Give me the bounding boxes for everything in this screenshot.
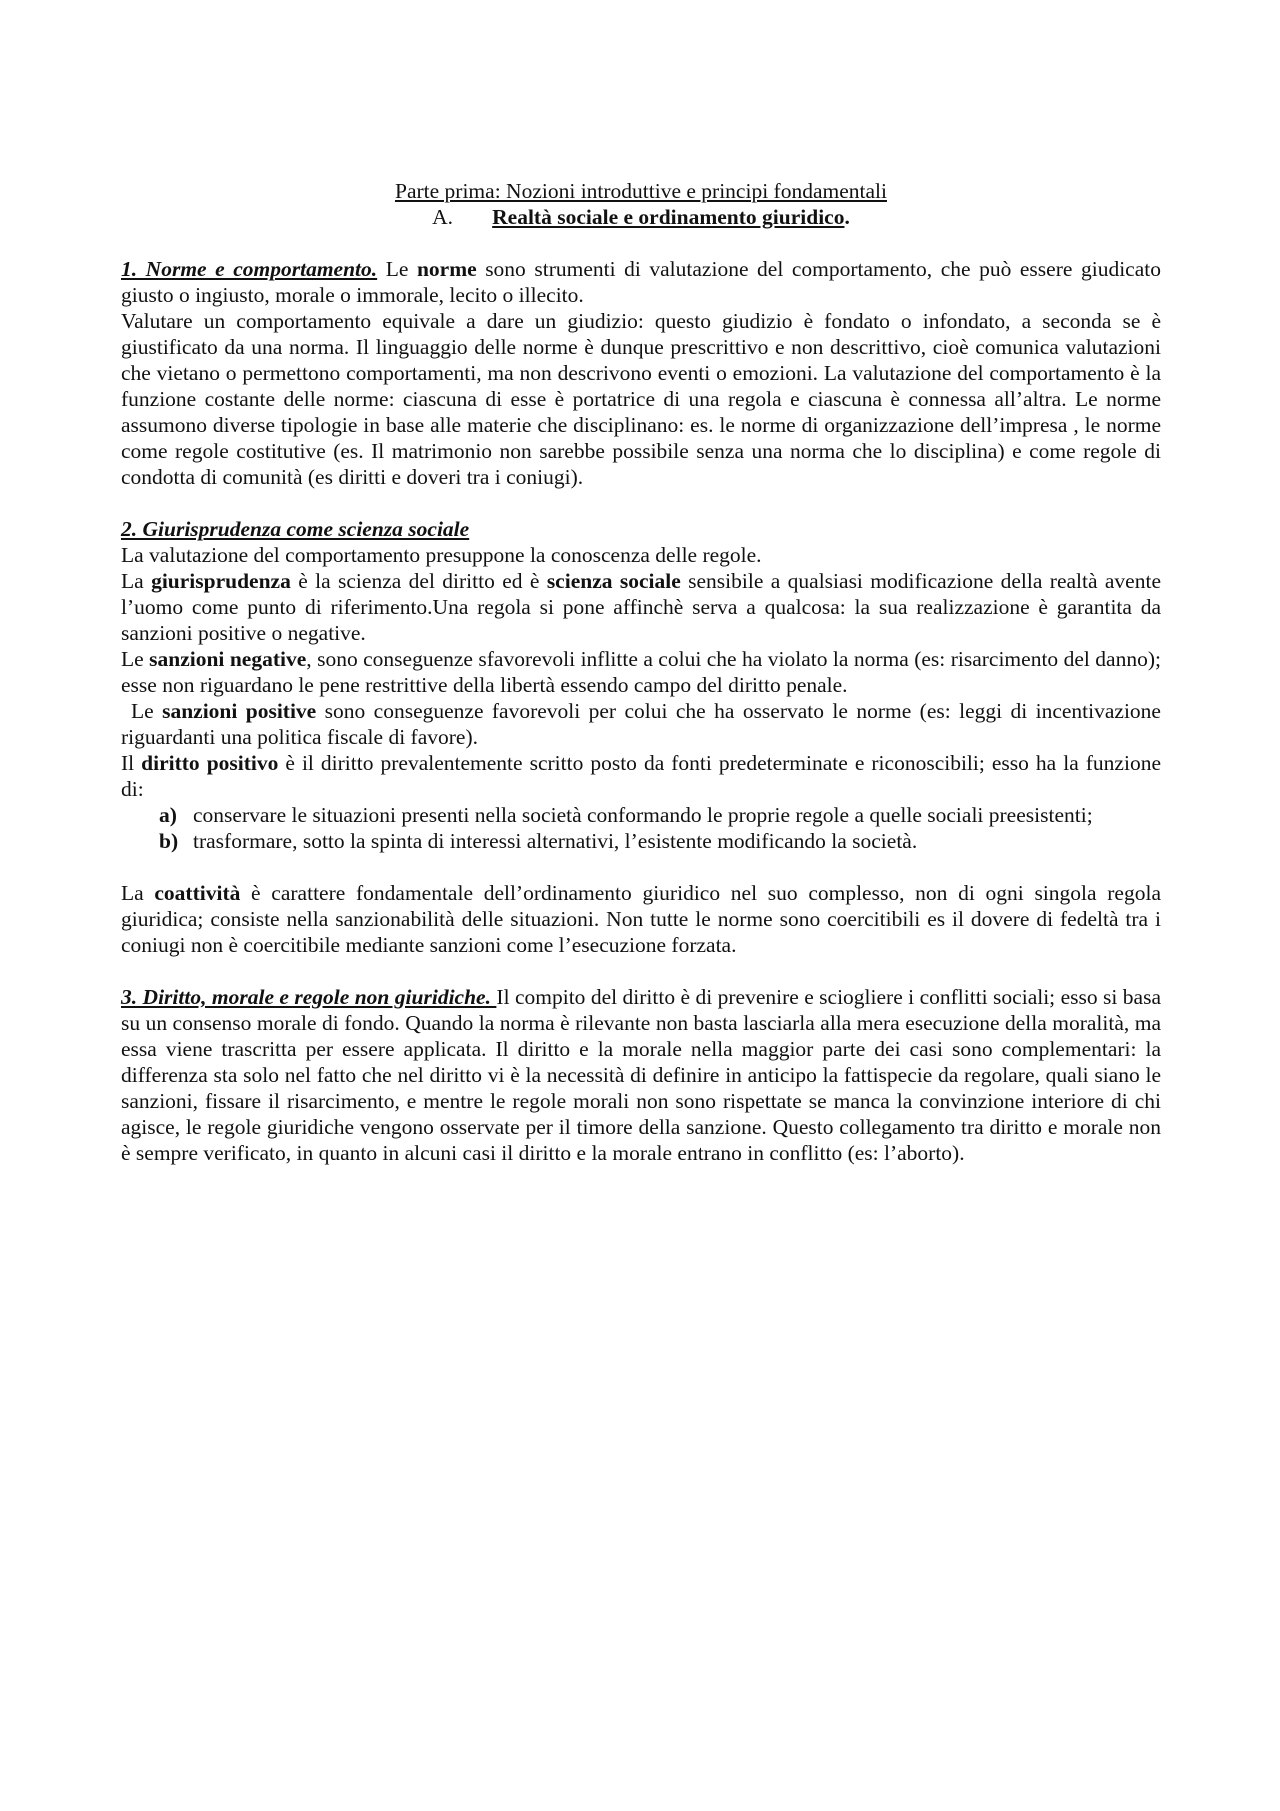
text-run: La bbox=[121, 881, 155, 905]
section1-heading: 1. Norme e comportamento. bbox=[121, 257, 378, 281]
list-item bbox=[121, 802, 1161, 828]
list-item bbox=[121, 828, 1161, 854]
bold-term: sanzioni negative bbox=[149, 647, 307, 671]
text-run: sono strumenti di valutazione del comportamento, che può essere giudicato giusto o ingiusto, morale o immorale, lecito o illecito. bbox=[121, 257, 1161, 307]
list-item-text: trasformare, sotto la spinta di interessi alternativi, l’esistente modificando la società. bbox=[193, 829, 918, 853]
section1-paragraph-2: Valutare un comportamento equivale a dare un giudizio: questo giudizio è fondato o infondato, a seconda se è giustificato da una norma. Il linguaggio delle norme è dunque prescrittivo e non descrittivo, cioè comunica valutazioni che vietano o permettono comportamenti, ma non descrivono eventi o emozioni. La valutazione del comportamento è la funzione costante delle norme: ciascuna di esse è portatrice di una regola e ciascuna è connessa all’altra. Le norme assumono diverse tipologie in base alle materie che disciplinano: es. le norme di organizzazione dell’impresa , le norme come regole costitutive (es. Il matrimonio non sarebbe possibile senza una norma che lo disciplina) e come regole di condotta di comunità (es diritti e doveri tra i coniugi). bbox=[121, 309, 1161, 489]
bold-term: coattività bbox=[154, 881, 241, 905]
list-item-label: b) bbox=[159, 829, 179, 853]
text-run: è la scienza del diritto ed è bbox=[290, 569, 547, 593]
section2-paragraph-4 bbox=[121, 698, 1161, 750]
section2-heading-line bbox=[121, 516, 1161, 542]
text-run: Le bbox=[121, 647, 150, 671]
bold-term: sanzioni positive bbox=[162, 699, 317, 723]
text-run: sensibile a qualsiasi modificazione della realtà avente l’uomo come punto di riferimento.Una regola si pone affinchè serva a qualcosa: la sua realizzazione è garantita da sanzioni positive o negative. bbox=[121, 569, 1161, 645]
text-run: Il bbox=[121, 751, 142, 775]
section2-paragraph-6 bbox=[121, 880, 1161, 958]
section-title bbox=[121, 204, 1161, 230]
text-run: La bbox=[121, 569, 152, 593]
spacer bbox=[121, 230, 1161, 256]
spacer bbox=[121, 490, 1161, 516]
section1-paragraph-1 bbox=[121, 256, 1161, 308]
text-run: Il compito del diritto è di prevenire e sciogliere i conflitti sociali; esso si basa su un consenso morale di fondo. Quando la norma è rilevante non basta lasciarla alla mera esecuzione della moralità, ma essa viene trascritta per essere applicata. Il diritto e la morale nella maggior parte dei casi sono complementari: la differenza sta solo nel fatto che nel diritto vi è la necessità di definire in anticipo la fattispecie da regolare, quali siano le sanzioni, fissare il risarcimento, e mentre le regole morali non sono rispettate se manca la convinzione interiore di chi agisce, le regole giuridiche vengono osservate per il timore della sanzione. Questo collegamento tra diritto e morale non è sempre verificato, in quanto in alcuni casi il diritto e la morale entrano in conflitto (es: l’aborto). bbox=[121, 985, 1161, 1165]
bold-term: norme bbox=[416, 257, 477, 281]
section3-paragraph-1 bbox=[121, 984, 1161, 1166]
section2-paragraph-1: La valutazione del comportamento presuppone la conoscenza delle regole. bbox=[121, 543, 762, 567]
section2-paragraph-2 bbox=[121, 568, 1161, 646]
page-title-text: Parte prima: Nozioni introduttive e principi fondamentali bbox=[395, 179, 887, 203]
section-letter: A. bbox=[432, 205, 454, 229]
section3-heading: 3. Diritto, morale e regole non giuridiche. bbox=[121, 985, 497, 1009]
text-run: , sono conseguenze sfavorevoli inflitte a colui che ha violato la norma (es: risarcimento del danno); esse non riguardano le pene restrittive della libertà essendo campo del diritto penale. bbox=[121, 647, 1161, 697]
section-title-period: . bbox=[844, 205, 850, 229]
function-list bbox=[121, 802, 1161, 854]
section2-paragraph-3 bbox=[121, 646, 1161, 698]
section-title-text: Realtà sociale e ordinamento giuridico bbox=[492, 205, 845, 229]
bold-term: diritto positivo bbox=[141, 751, 279, 775]
section2-paragraph-5 bbox=[121, 750, 1161, 802]
text-run: Le bbox=[131, 699, 163, 723]
bold-term: scienza sociale bbox=[546, 569, 681, 593]
page-title bbox=[121, 178, 1161, 204]
list-item-text: conservare le situazioni presenti nella società conformando le proprie regole a quelle sociali preesistenti; bbox=[193, 803, 1093, 827]
list-item-label: a) bbox=[159, 803, 177, 827]
bold-term: giurisprudenza bbox=[151, 569, 291, 593]
document-body bbox=[121, 178, 1161, 1166]
spacer bbox=[121, 854, 1161, 880]
text-run: Le bbox=[377, 257, 417, 281]
text-run: è carattere fondamentale dell’ordinamento giuridico nel suo complesso, non di ogni singola regola giuridica; consiste nella sanzionabilità delle situazioni. Non tutte le norme sono coercitibili es il dovere di fedeltà tra i coniugi non è coercitibile mediante sanzioni come l’esecuzione forzata. bbox=[121, 881, 1161, 957]
text-run: sono conseguenze favorevoli per colui che ha osservato le norme (es: leggi di incentivazione riguardanti una politica fiscale di favore). bbox=[121, 699, 1161, 749]
section2-heading: 2. Giurisprudenza come scienza sociale bbox=[121, 517, 470, 541]
spacer bbox=[121, 958, 1161, 984]
text-run: è il diritto prevalentemente scritto posto da fonti predeterminate e riconoscibili; esso ha la funzione di: bbox=[121, 751, 1161, 801]
